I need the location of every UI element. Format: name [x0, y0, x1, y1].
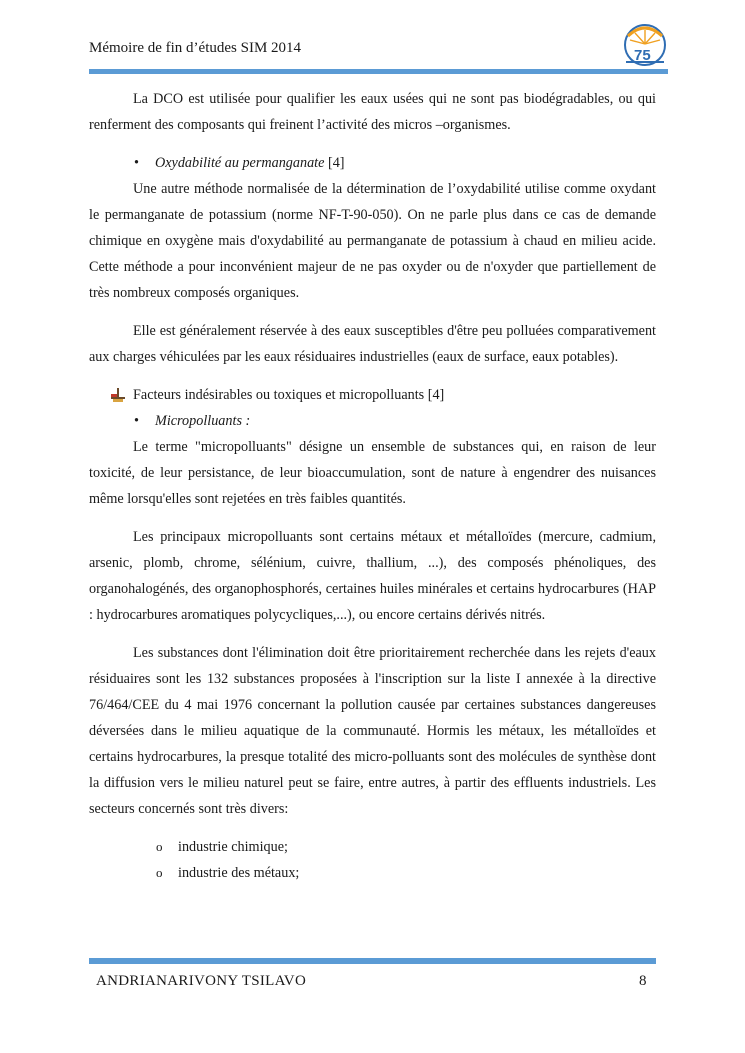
section-heading-micropolluants [89, 382, 656, 408]
footer-divider [89, 958, 656, 964]
page-header-title: Mémoire de fin d’études SIM 2014 [89, 40, 302, 56]
list-item [89, 860, 656, 886]
paragraph-substances: Les substances dont l'élimination doit être prioritairement recherchée dans les rejets d'eaux résiduaires sont les 132 substances proposées à l'inscription sur la liste I annexée à la directive 76/464/CEE du 4 mai 1976 concernant la pollution causée par certaines substances dangereuses déversées dans le milieu aquatique de la communauté. Hormis les métaux, les métalloïdes et certains hydrocarbures, la presque totalité des micro-polluants sont des molécules de synthèse dont la diffusion vers le milieu naturel peut se faire, entre autres, à partir des effluents industriels. Les secteurs concernés sont très divers: [89, 645, 656, 817]
list-item-text: industrie des métaux; [178, 865, 300, 881]
arrow-bullet-icon [111, 388, 125, 402]
bullet-micropolluants [89, 408, 656, 434]
bullet-oxydabilite-label: Oxydabilité au permanganate [155, 155, 325, 171]
footer-author: ANDRIANARIVONY TSILAVO [96, 973, 307, 989]
sectors-list [89, 834, 656, 886]
list-item [89, 834, 656, 860]
circle-bullet-icon: o [156, 865, 163, 880]
paragraph-terme: Le terme "micropolluants" désigne un ensemble de substances qui, en raison de leur toxicité, de leur persistance, de leur bioaccumulation, sont de nature à engendrer des nuisances même lorsqu'elles sont rejetées en très faibles quantités. [89, 439, 656, 507]
paragraph-permanganate: Une autre méthode normalisée de la détermination de l’oxydabilité utilise comme oxydant le permanganate de potassium (norme NF-T-90-050). On ne parle plus dans ce cas de demande chimique en oxygène mais d'oxydabilité au permanganate de potassium à chaud en milieu acide. Cette méthode a pour inconvénient majeur de ne pas oxyder ou de n'oxyder que partiellement de très nombreux composés organiques. [89, 181, 656, 301]
circle-bullet-icon: o [156, 839, 163, 854]
section-heading-text: Facteurs indésirables ou toxiques et micropolluants [4] [133, 387, 445, 403]
bullet-icon: • [134, 155, 139, 171]
paragraph-principaux: Les principaux micropolluants sont certains métaux et métalloïdes (mercure, cadmium, arsenic, plomb, chrome, sélénium, cuivre, thallium, ...), des composés phénoliques, des organohalogénés, des organophosphorés, certaines huiles minérales et certains hydrocarbures (HAP : hydrocarbures aromatiques polycycliques,...), ou encore certains dérivés nitrés. [89, 529, 656, 623]
paragraph-reservee: Elle est généralement réservée à des eaux susceptibles d'être peu polluées comparativement aux charges véhiculées par les eaux résiduaires industrielles (eaux de surface, eaux potables). [89, 323, 656, 365]
bullet-oxydabilite-ref: [4] [324, 155, 345, 171]
header-divider [89, 69, 668, 74]
bullet-micropolluants-label: Micropolluants : [155, 413, 251, 429]
svg-text:75: 75 [634, 47, 651, 64]
bullet-oxydabilite [89, 150, 656, 176]
bullet-icon: • [134, 413, 139, 429]
paragraph-dco: La DCO est utilisée pour qualifier les eaux usées qui ne sont pas biodégradables, ou qui renferment des composants qui freinent l’activité des micros –organismes. [89, 91, 656, 133]
document-body [89, 86, 656, 886]
university-logo-icon [620, 22, 670, 68]
list-item-text: industrie chimique; [178, 839, 288, 855]
page-number: 8 [639, 973, 647, 989]
